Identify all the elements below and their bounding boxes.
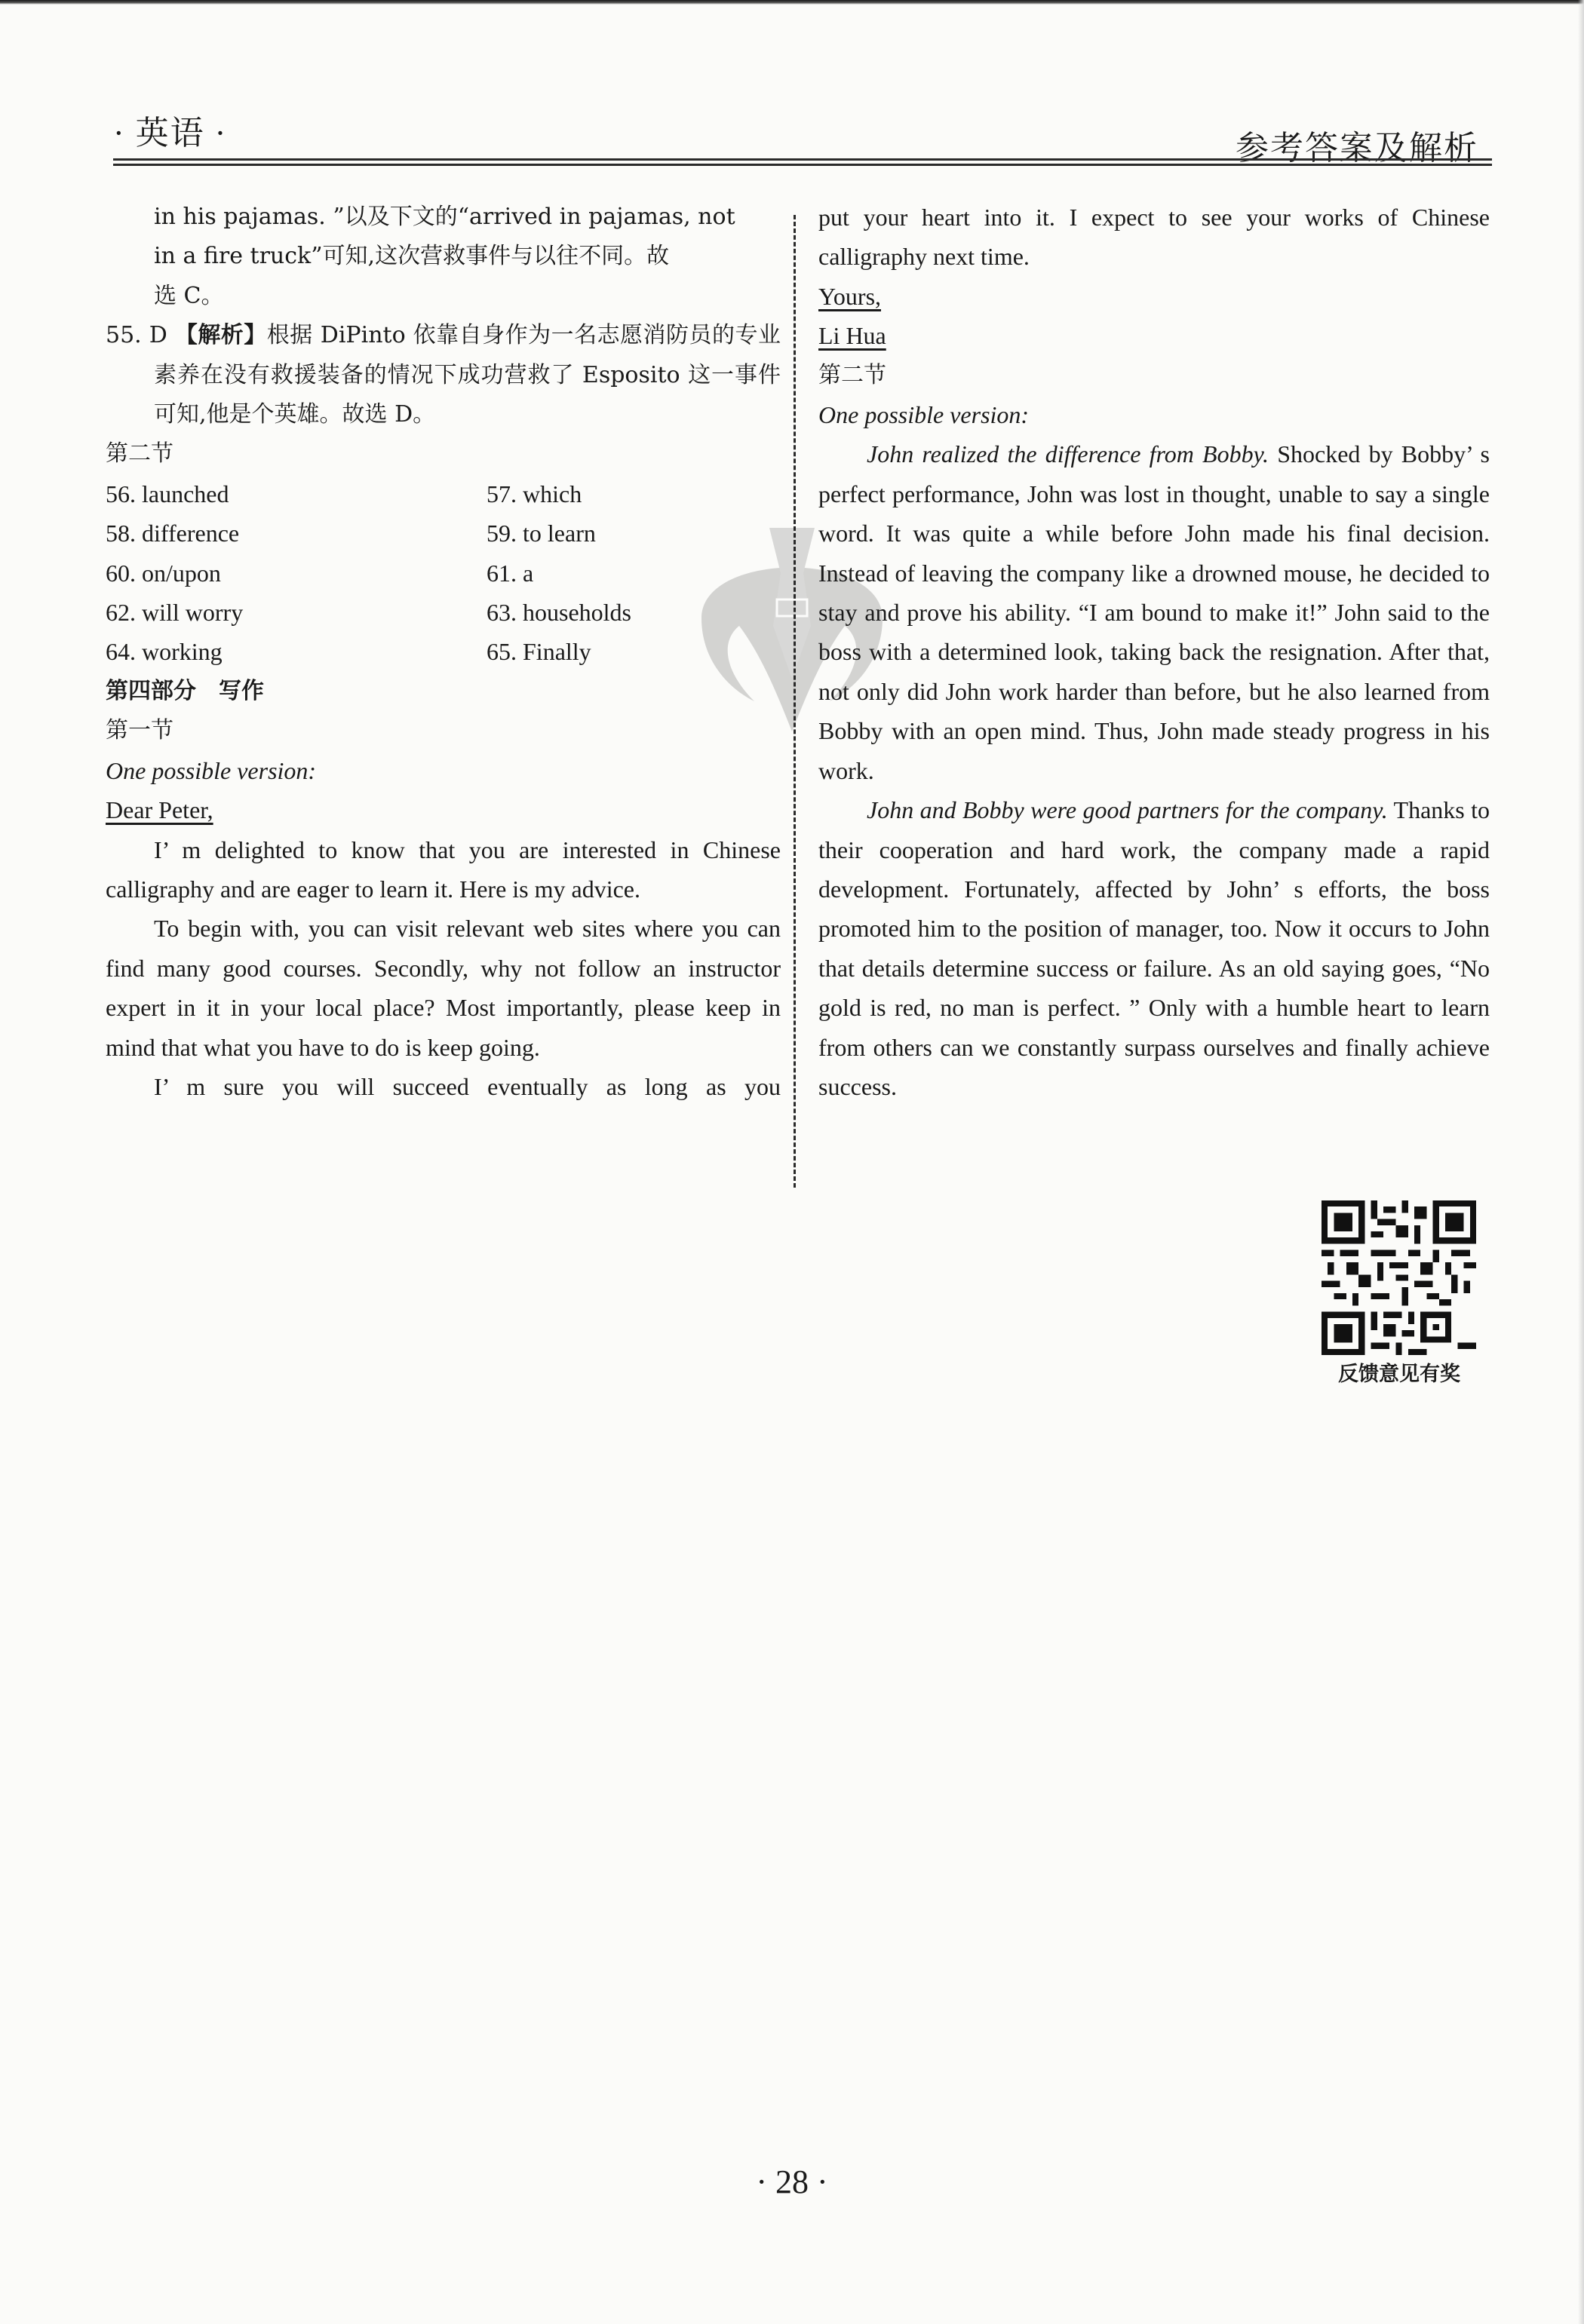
letter-paragraph-3: I’ m sure you will succeed eventually as long as you (154, 1072, 781, 1100)
section2-writing-heading: 第二节 (818, 361, 886, 388)
scan-top-edge (0, 0, 1584, 5)
part4-section1-heading: 第一节 (106, 717, 173, 744)
story-paragraph-2: John and Bobby were good partners for the company. Thanks to their cooperation and hard work, the company made a rapid development. Fortunately, affected by John’ s efforts, the boss promoted him to the position of manager, too. Now it occurs to John that details determine success or failure. As an old saying goes, “No gold is red, no man is perfect. ” Only with a humble heart to learn from others can we constantly surpass ourselves and finally achieve success. (818, 796, 1490, 1100)
scan-right-edge (1578, 0, 1584, 2324)
left-column (106, 198, 781, 1106)
analysis-tag: 【解析】 (174, 322, 267, 349)
part4-heading: 第四部分 写作 (106, 677, 264, 704)
text-line: 选 C。 (154, 282, 224, 309)
answer-item: 56. launched (106, 480, 229, 507)
letter-paragraph-1: I’ m delighted to know that you are interested in Chinese calligraphy and are eager to learn it. Here is my advice. (106, 835, 781, 903)
section2-heading: 第二节 (106, 440, 173, 468)
answer-grid (106, 474, 781, 672)
answer-item: 65. Finally (487, 638, 591, 666)
story-opening-sentence: John realized the difference from Bobby. (867, 440, 1269, 468)
page-number: · 28 · (756, 2163, 828, 2200)
qr-code-icon[interactable] (1322, 1200, 1476, 1355)
answer-item: 64. working (106, 638, 223, 666)
answer-item: 62. will worry (106, 599, 244, 627)
column-divider (794, 215, 796, 1188)
letter-paragraph-2: To begin with, you can visit relevant web sites where you can find many good courses. Secondly, why not follow an instructor expert in it in your local place? Most importantly, please keep in mind that what you have to do is keep going. (106, 915, 781, 1061)
story-opening-sentence: John and Bobby were good partners for the company. (867, 796, 1388, 824)
answer-item: 59. to learn (487, 520, 596, 547)
answer-item: 61. a (487, 559, 534, 587)
answer-item: 58. difference (106, 520, 240, 547)
letter-greeting: Dear Peter, (106, 796, 213, 824)
question-number: 55. D (106, 322, 167, 349)
text-line: in his pajamas. ”以及下文的“arrived in pajamas, not (154, 204, 735, 230)
header-double-rule (113, 158, 1492, 166)
answer-item: 60. on/upon (106, 559, 221, 587)
possible-version-label: One possible version: (818, 401, 1030, 429)
answer-item: 57. which (487, 480, 582, 507)
qr-caption: 反馈意见有奖 (1338, 1363, 1460, 1386)
letter-closing: Yours, (818, 282, 882, 310)
text-line: in a fire truck”可知,这次营救事件与以往不同。故 (154, 243, 670, 270)
q55-explanation (106, 316, 781, 434)
story-paragraph-1: John realized the difference from Bobby. Shocked by Bobby’ s perfect performance, John was lost in thought, unable to say a single word. It was quite a while before John made his final decision. Instead of leaving the company like a drowned mouse, he decided to stay and prove his ability. “I am bound to make it!” John said to the boss with a determined look, taking back the resignation. After that, not only did John work harder than before, but he also learned from Bobby with an open mind. Thus, John made steady progress in his work. (818, 440, 1490, 784)
letter-signature: Li Hua (818, 322, 886, 350)
right-column (818, 198, 1490, 1106)
possible-version-label: One possible version: (106, 756, 317, 784)
subject-label: · 英语 · (113, 115, 228, 152)
section-title: 参考答案及解析 (1236, 130, 1478, 167)
q54-explanation-continuation (106, 198, 781, 316)
answer-item: 63. households (487, 599, 631, 627)
letter-continuation: put your heart into it. I expect to see your works of Chinese calligraphy next time. (818, 204, 1490, 271)
analysis-text: 根据 DiPinto 依靠自身作为一名志愿消防员的专业素养在没有救援装备的情况下成功营救了 Esposito 这一事件可知,他是个英雄。故选 D。 (154, 322, 781, 428)
